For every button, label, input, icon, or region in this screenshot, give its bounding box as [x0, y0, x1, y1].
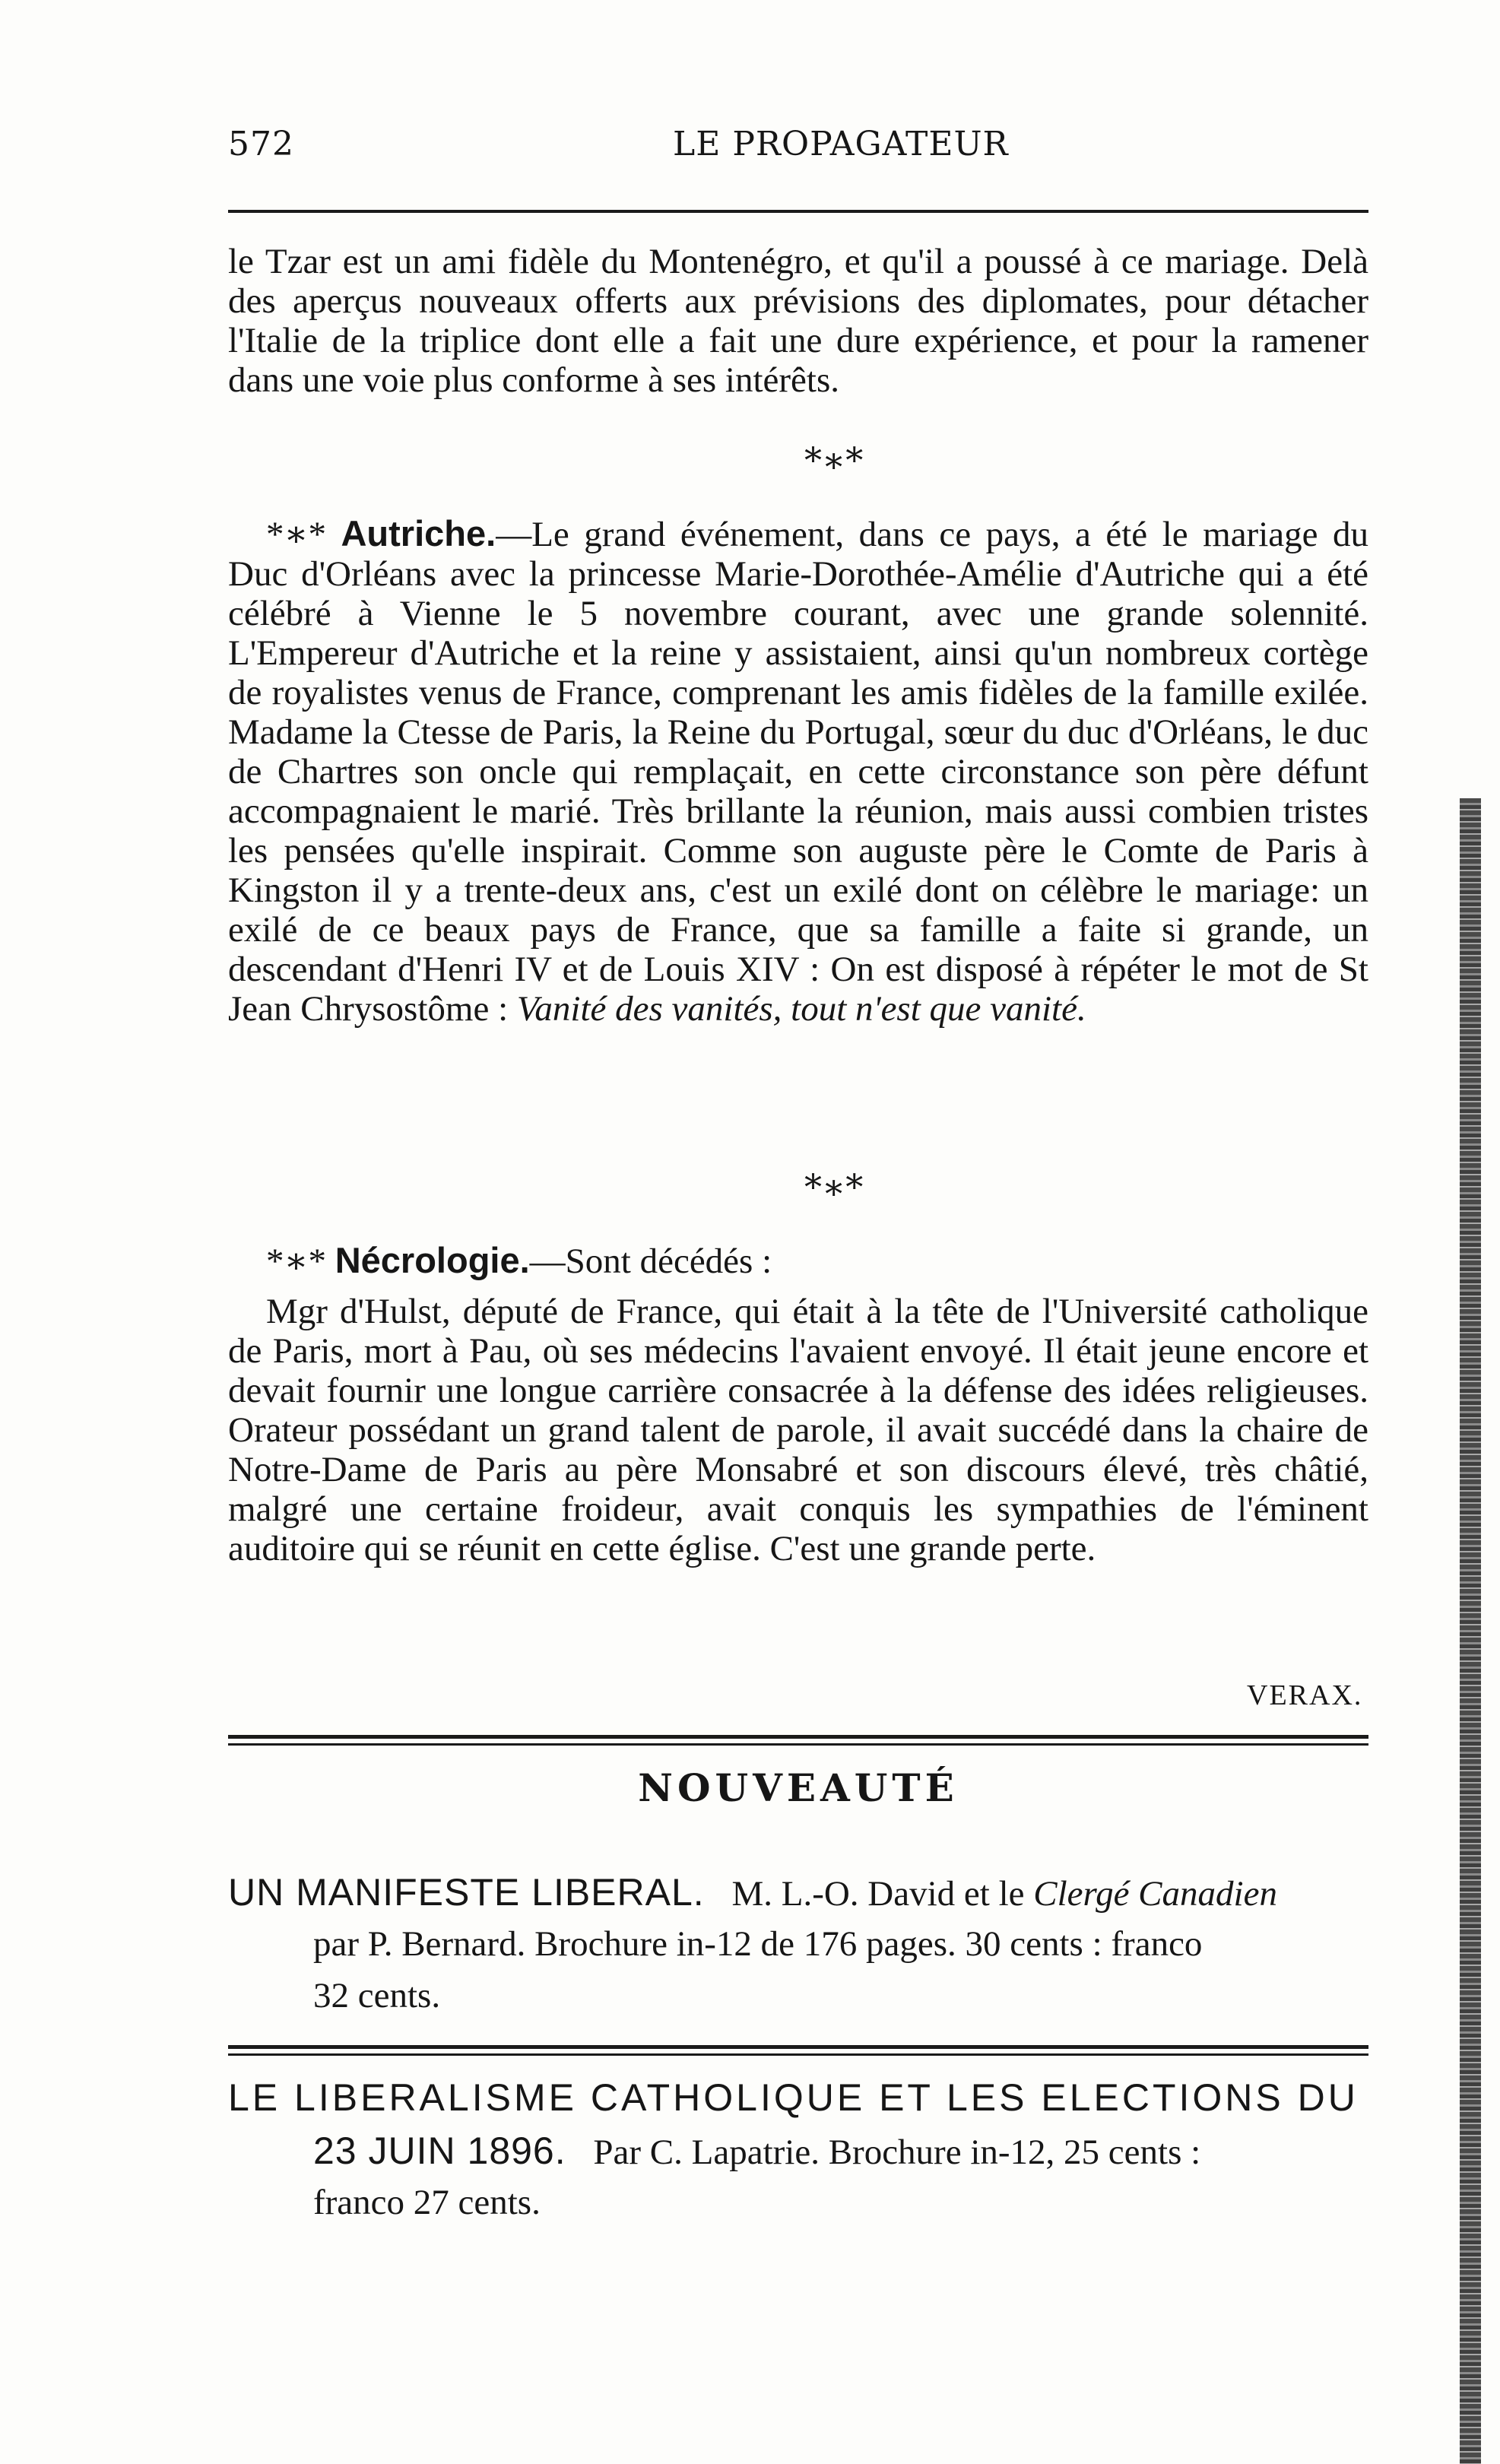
autriche-quote: Vanité des vanités, tout n'est que vanité. [516, 989, 1086, 1029]
section-necrologie [228, 1241, 1368, 1568]
entry-1-author: M. L.-O. David et le [731, 1874, 1025, 1914]
entry-1-title: UN MANIFESTE LIBERAL. [228, 1871, 705, 1914]
journal-title: LE PROPAGATEUR [673, 125, 1009, 163]
section-separator: *∗* [804, 439, 864, 480]
entry-2-title: LE LIBERALISME CATHOLIQUE ET LES ELECTIONS DU [228, 2076, 1359, 2119]
signature: VERAX. [1247, 1679, 1363, 1711]
double-rule-middle [228, 2045, 1368, 2056]
entry-2-date: 23 JUIN 1896. [313, 2129, 566, 2172]
section-autriche [228, 514, 1368, 1029]
necrologie-title: Nécrologie. [335, 1240, 530, 1280]
entry-1-line3: 32 cents. [313, 1976, 441, 2015]
entry-2-line3: franco 27 cents. [313, 2183, 541, 2222]
necrologie-lead: —Sont décédés : [529, 1242, 772, 1281]
running-head [228, 122, 1368, 167]
autriche-title: Autriche. [341, 513, 496, 553]
section-separator-2: *∗* [804, 1166, 864, 1207]
book-entry-1 [228, 1870, 1384, 2030]
autriche-body: —Le grand événement, dans ce pays, a été le mariage du Duc d'Orléans avec la princesse Marie-Dorothée-Amélie d'Autriche qui a été célébré à Vienne le 5 novembre courant, avec une grande solennité. L'Empereur d'Autriche et la reine y assistaient, ainsi qu'un nombreux cortège de royalistes venus de France, comprenant les amis fidèles de la famille exilée. Madame la Ctesse de Paris, la Reine du Portugal, sœur du duc d'Orléans, le duc de Chartres son oncle qui remplaçait, en cette circonstance son père défunt accompagnaient le marié. Très brillante la réunion, mais aussi combien tristes les pensées qu'elle inspirait. Comme son auguste père le Comte de Paris à Kingston il y a trente-deux ans, c'est un exilé dont on célèbre le mariage: un exilé de ce beaux pays de France, que sa famille a faite si grande, un descendant d'Henri IV et de Louis XIV : On est disposé à répéter le mot de St Jean Chrysostôme : [228, 515, 1369, 1029]
autriche-marker: *∗* [266, 515, 326, 554]
intro-paragraph [228, 242, 1368, 400]
entry-2-line2: Par C. Lapatrie. Brochure in-12, 25 cents : [593, 2133, 1201, 2172]
intro-text: le Tzar est un ami fidèle du Montenégro, et qu'il a poussé à ce mariage. Delà des aperçus nouveaux offerts aux prévisions des diplomates, pour détacher l'Italie de la triplice dont elle a fait une dure expérience, et pour la ramener dans une voie plus conforme à ses intérêts. [228, 242, 1368, 400]
entry-1-work: Clergé Canadien [1033, 1874, 1277, 1914]
scan-edge-strip [1460, 798, 1481, 2464]
double-rule-top [228, 1735, 1368, 1746]
page-number: 572 [228, 125, 294, 163]
header-rule [228, 210, 1368, 213]
book-entry-2 [228, 2076, 1384, 2235]
nouveaute-banner: NOUVEAUTÉ [638, 1765, 959, 1810]
necrologie-marker: *∗* [266, 1242, 326, 1281]
necrologie-body: Mgr d'Hulst, député de France, qui était à la tête de l'Université catholique de Paris, mort à Pau, où ses médecins l'avaient envoyé. Il était jeune encore et devait fournir une longue carrière consacrée à la défense des idées religieuses. Orateur possédant un grand talent de parole, il avait succédé dans la chaire de Notre-Dame de Paris au père Monsabré et son discours élevé, très châtié, malgré une certaine froideur, avait conquis les sympathies de l'éminent auditoire qui se réunit en cette église. C'est une grande perte. [228, 1292, 1368, 1568]
entry-1-line2: par P. Bernard. Brochure in-12 de 176 pages. 30 cents : franco [313, 1924, 1203, 1964]
